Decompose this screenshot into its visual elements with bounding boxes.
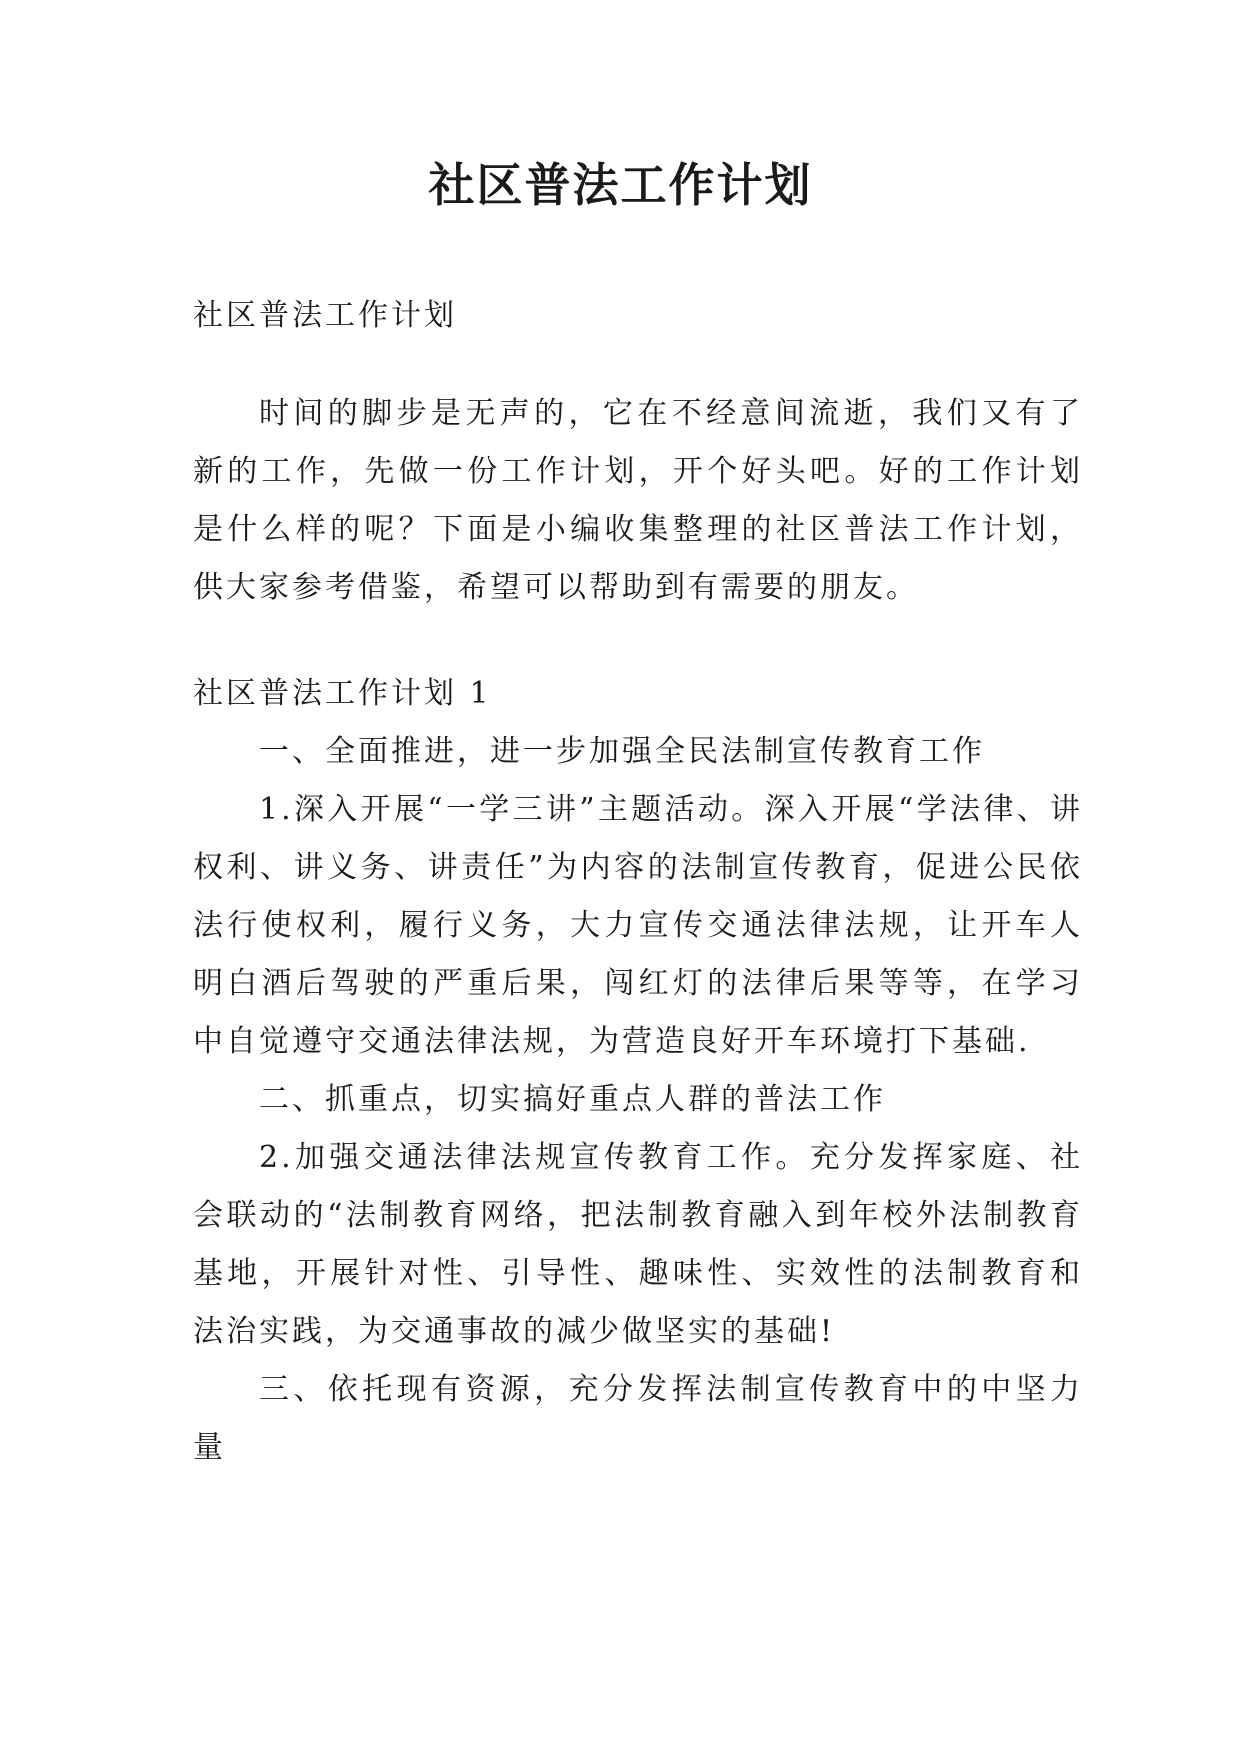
document-body — [193, 287, 1083, 1477]
document-subtitle: 社区普法工作计划 — [193, 298, 457, 333]
paragraph-item-1: 1.深入开展“一学三讲”主题活动。深入开展“学法律、讲权利、讲义务、讲责任”为内容的法制宣传教育，促进公民依法行使权利，履行义务，大力宣传交通法律法规，让开车人明白酒后驾驶的严重后果，闯红灯的法律后果等等，在学习中自觉遵守交通法律法规，为营造良好开车环境打下基础. — [193, 792, 1083, 1059]
paragraph-item-2: 2.加强交通法律法规宣传教育工作。充分发挥家庭、社会联动的“法制教育网络，把法制教育融入到年校外法制教育基地，开展针对性、引导性、趣味性、实效性的法制教育和法治实践，为交通事故的减少做坚实的基础! — [193, 1140, 1083, 1349]
intro-paragraph: 时间的脚步是无声的，它在不经意间流逝，我们又有了新的工作，先做一份工作计划，开个好头吧。好的工作计划是什么样的呢？下面是小编收集整理的社区普法工作计划，供大家参考借鉴，希望可以帮助到有需要的朋友。 — [193, 396, 1083, 605]
heading-item-1: 一、全面推进，进一步加强全民法制宣传教育工作 — [259, 734, 985, 769]
heading-item-2: 二、抓重点，切实搞好重点人群的普法工作 — [259, 1082, 886, 1117]
document-title: 社区普法工作计划 — [428, 158, 813, 212]
heading-item-3: 三、依托现有资源，充分发挥法制宣传教育中的中坚力量 — [193, 1372, 1083, 1465]
section-heading: 社区普法工作计划 1 — [193, 676, 492, 711]
